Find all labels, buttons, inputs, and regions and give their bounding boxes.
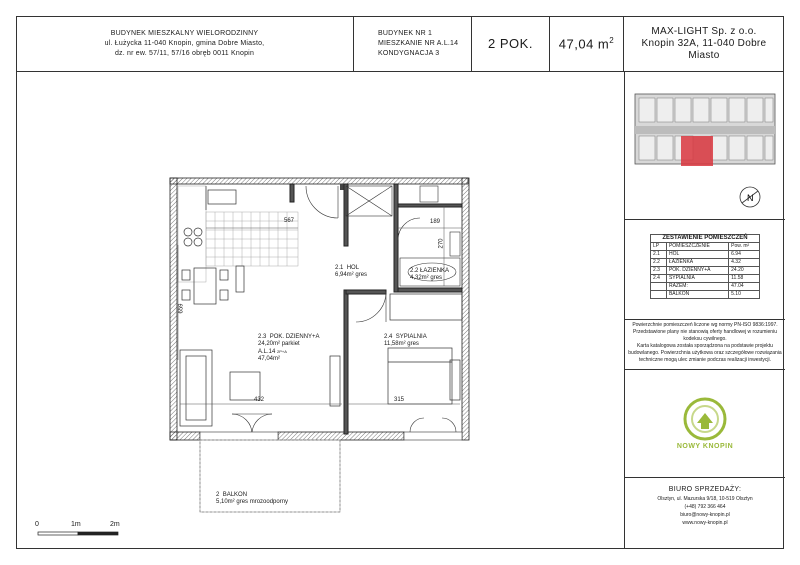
table-row: 2.4 SYPIALNIA 11.58	[651, 275, 760, 283]
apartment-number: MIESZKANIE NR A.L.14	[378, 39, 459, 47]
sales-address: Olsztyn, ul. Mazurska 9/18, 10-519 Olsztyn	[657, 496, 753, 502]
note-line: budowlanego. Powierzchnia użytkowa oraz szczegółowe rozwiązania	[628, 350, 782, 356]
col-header: LP	[651, 243, 667, 251]
sales-phone: (+48) 792 366 464	[684, 504, 726, 510]
table-row: 2.1 HOL 6.94	[651, 251, 760, 259]
sales-email[interactable]: biuro@nowy-knopin.pl	[680, 512, 730, 518]
dimension-432: 432	[254, 397, 265, 403]
logo-text: NOWY KNOPIN	[676, 443, 734, 450]
note-line: kodeksu cywilnego.	[683, 336, 727, 342]
sales-title: BIURO SPRZEDAŻY:	[668, 486, 742, 493]
dimension-567: 567	[284, 218, 295, 224]
total-area: 47,04 $m^2$	[558, 35, 615, 52]
dimension-315: 315	[394, 397, 405, 403]
bedroom-door	[356, 292, 386, 322]
rooms-count: 2 POK.	[488, 36, 533, 51]
scale-label-1m: 1m	[71, 521, 81, 528]
building-address: ul. Łużycka 11-040 Knopin, gmina Dobre Miasto,	[104, 39, 265, 47]
note-line: techniczne mogą ulec zmianie podczas realizacji inwestycji.	[638, 357, 771, 363]
room-label-balkon: 2 BALKON 5,10m² gres mrozoodporny	[216, 492, 289, 505]
floor-number: KONDYGNACJA 3	[378, 49, 440, 57]
col-header: POMIESZCZENIE	[666, 243, 728, 251]
building-title: BUDYNEK MIESZKALNY WIELORODZINNY	[110, 29, 259, 37]
developer-name: MAX-LIGHT Sp. z o.o.	[651, 25, 757, 37]
note-line: Powierzchnie pomieszczeń liczone wg normy PN-ISO 9836:1997.	[632, 322, 778, 328]
dimension-659: 659	[178, 303, 185, 314]
scale-label-0: 0	[35, 521, 39, 528]
bedroom-bed	[388, 294, 462, 404]
developer-address-2: Miasto	[688, 49, 720, 61]
dimension-lines	[178, 206, 462, 404]
building-plots: dz. nr ew. 57/11, 57/16 obręb 0011 Knopin	[114, 49, 255, 57]
note-line: Przedstawione plany nie stanowią oferty handlowej w rozumieniu	[633, 329, 777, 335]
kitchen-fixtures	[184, 186, 236, 246]
bedroom-window	[404, 418, 462, 440]
svg-text:N: N	[747, 193, 754, 203]
room-label-pokoj-dzienny: 2.3 POK. DZIENNY+A 24,20m² parkiet A.L.14 2P+A 47,04m²	[258, 334, 320, 362]
scale-label-2m: 2m	[110, 521, 120, 528]
note-line: Karta katalogowa została sporządzona na podstawie projektu	[637, 343, 773, 349]
dimension-189: 189	[430, 219, 441, 225]
table-row-total: RAZEM: 47.04	[651, 283, 760, 291]
rooms-table-title: ZESTAWIENIE POMIESZCZEŃ	[651, 235, 760, 243]
hall-wardrobe	[346, 186, 392, 216]
entrance-door	[306, 186, 338, 218]
sales-website[interactable]: www.nowy-knopin.pl	[682, 520, 728, 526]
scale-bar	[38, 532, 118, 535]
developer-address-1: Knopin 32A, 11-040 Dobre	[641, 37, 767, 49]
room-label-sypialnia: 2.4 SYPIALNIA 11,58m² gres	[384, 334, 427, 347]
table-row: 2.3 POK. DZIENNY+A 24.20	[651, 267, 760, 275]
room-label-hol: 2.1 HOL 6,94m² gres	[335, 265, 368, 278]
table-row: 2.2 ŁAZIENKA 4.32	[651, 259, 760, 267]
dimension-270: 270	[438, 238, 445, 249]
kitchen-counter	[178, 186, 298, 282]
col-header: Pow. m²	[729, 243, 760, 251]
room-label-lazienka: 2.2 ŁAZIENKA 4,32m² gres	[410, 268, 450, 281]
table-row: BALKON 5.10	[651, 291, 760, 299]
dining-table	[182, 266, 244, 304]
building-number: BUDYNEK NR 1	[378, 29, 433, 37]
